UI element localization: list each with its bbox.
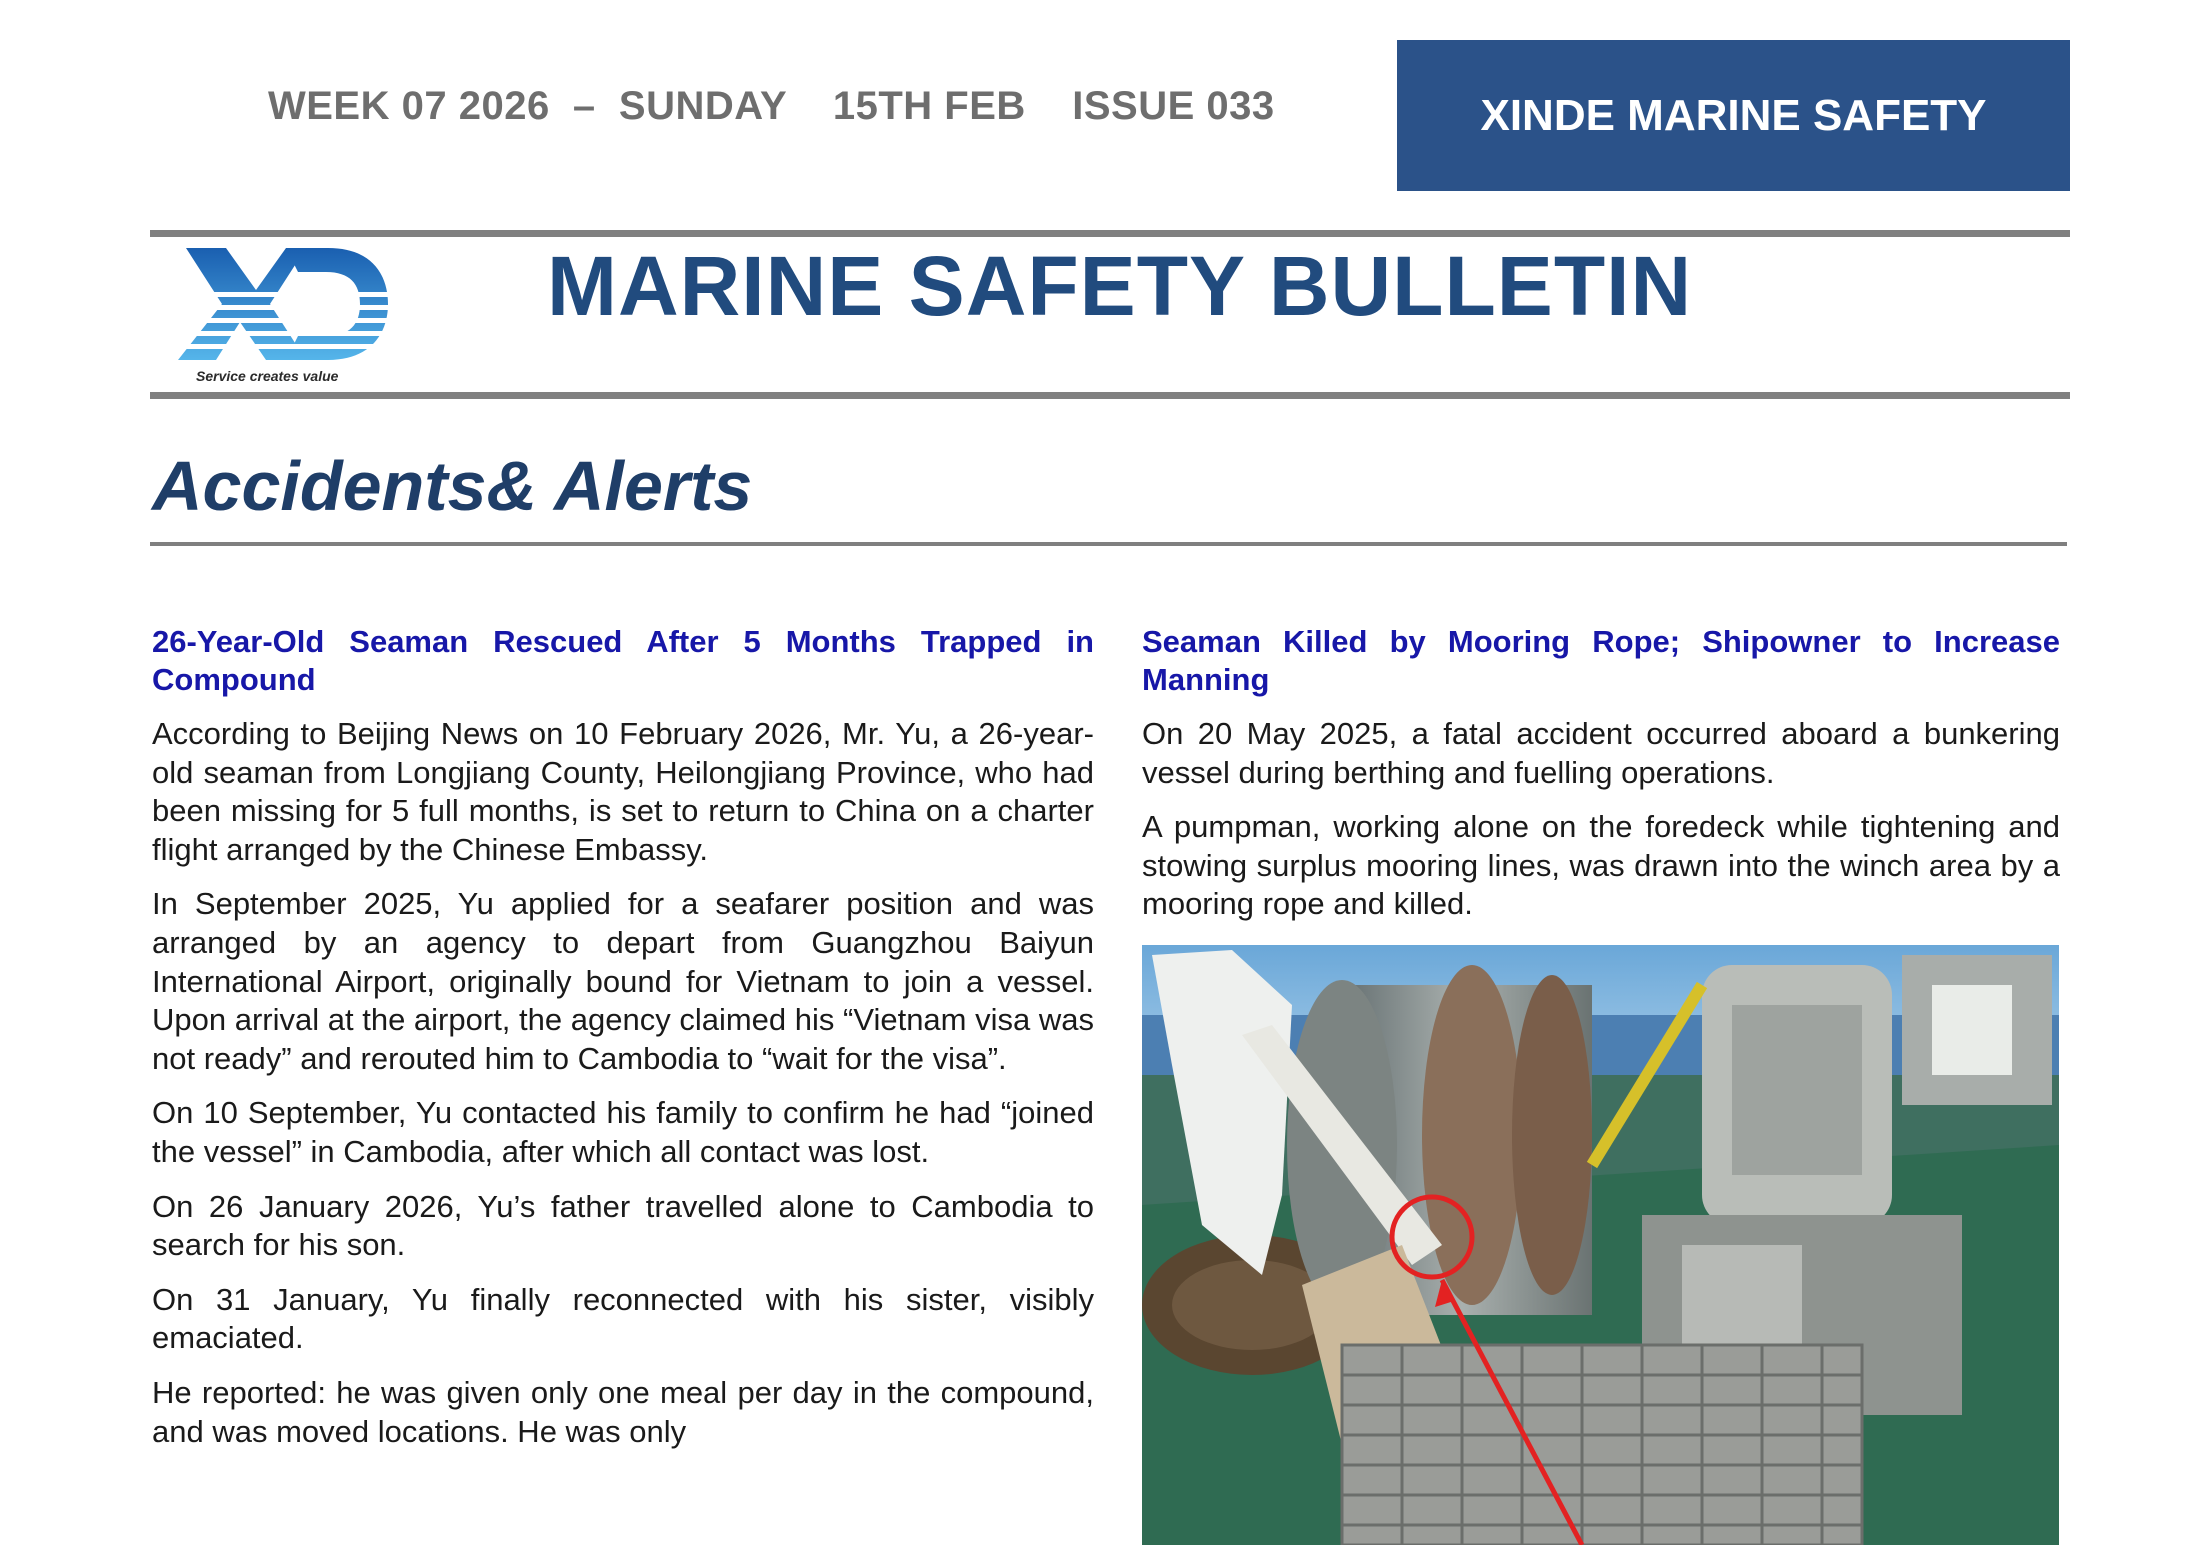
logo-tagline: Service creates value (196, 368, 339, 384)
article-paragraph: He reported: he was given only one meal per day in the compound, and was moved locations. He was only (152, 1374, 1094, 1449)
masthead-rule (150, 392, 2070, 399)
article-paragraph: On 31 January, Yu finally reconnected with his sister, visibly emaciated. (152, 1281, 1094, 1356)
article-paragraph: On 20 May 2025, a fatal accident occurred aboard a bunkering vessel during berthing and fuelling operations. (1142, 716, 2060, 790)
brand-banner (1397, 40, 2070, 191)
article-left (152, 623, 1094, 1467)
article-paragraph: In September 2025, Yu applied for a seafarer position and was arranged by an agency to depart from Guangzhou Baiyun International Airport, originally bound for Vietnam to join a vessel. Upon arrival at the airport, the agency claimed his “Vietnam visa was not ready” and rerouted him to Cambodia to “wait for the visa”. (152, 886, 1094, 1076)
article-paragraph: According to Beijing News on 10 February 2026, Mr. Yu, a 26-year-old seaman from Longjiang County, Heilongjiang Province, who had been missing for 5 full months, is set to return to China on a charter flight arranged by the Chinese Embassy. (152, 716, 1094, 867)
xd-logo-icon (178, 242, 388, 368)
section-rule (150, 542, 2067, 546)
article-right (1142, 623, 2060, 940)
article-paragraph: On 10 September, Yu contacted his family to confirm he had “joined the vessel” in Cambodia, after which all contact was lost. (152, 1095, 1094, 1169)
company-logo (178, 242, 388, 387)
issue-info: WEEK 07 2026 – SUNDAY 15TH FEB ISSUE 033 (268, 84, 1275, 128)
accident-photo (1142, 945, 2059, 1545)
masthead-title: MARINE SAFETY BULLETIN (547, 239, 1693, 333)
article-headline: 26-Year-Old Seaman Rescued After 5 Months Trapped in Compound (152, 624, 1094, 697)
top-rule (150, 230, 2070, 237)
article-paragraph: A pumpman, working alone on the foredeck while tightening and stowing surplus mooring lines, was drawn into the winch area by a mooring rope and killed. (1142, 809, 2060, 922)
winch-photo-icon (1142, 945, 2059, 1545)
brand-title: XINDE MARINE SAFETY (1480, 90, 1987, 140)
section-title: Accidents& Alerts (152, 447, 753, 525)
article-paragraph: On 26 January 2026, Yu’s father travelled alone to Cambodia to search for his son. (152, 1188, 1094, 1263)
article-headline: Seaman Killed by Mooring Rope; Shipowner to Increase Manning (1142, 624, 2060, 697)
